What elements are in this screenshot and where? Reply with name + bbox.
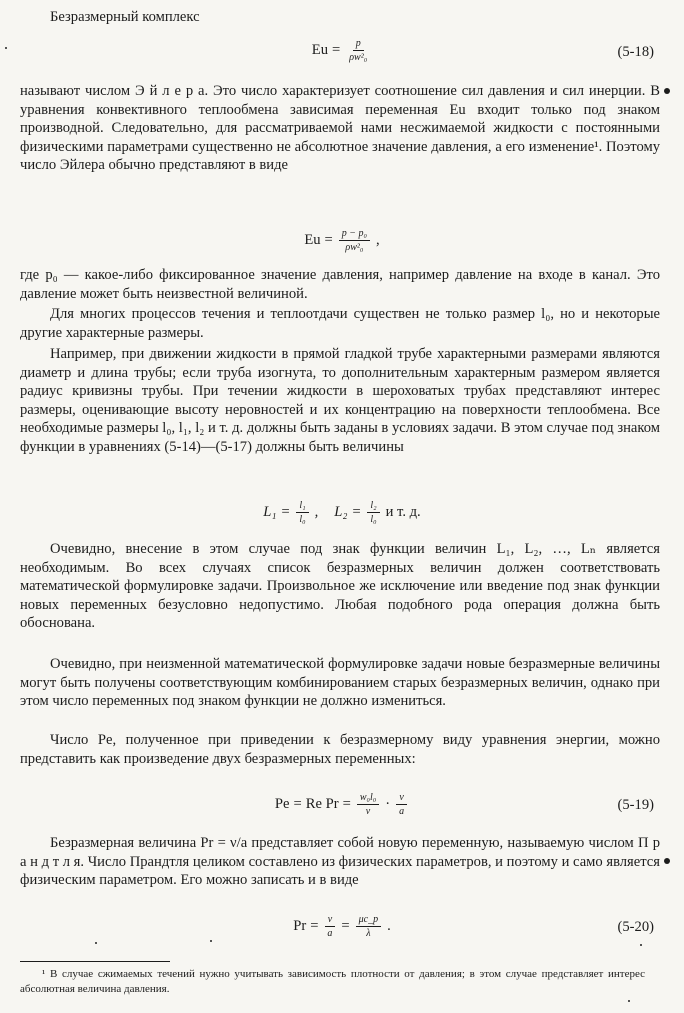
- eq-denominator: ρw²₀: [349, 52, 368, 63]
- eq-rel: =: [332, 42, 341, 58]
- eq-denominator: λ: [366, 928, 371, 939]
- paragraph-sizes: Для многих процессов течения и теплоотдачи существен не только размер l₀, но и некоторые другие характерные размеры.: [20, 306, 660, 341]
- eq-fraction-L1: [296, 500, 308, 525]
- eq-tail: ,: [376, 232, 380, 248]
- equation-eu-delta: [0, 228, 684, 253]
- scan-speck: [628, 1000, 630, 1002]
- eq-fraction-2: [396, 792, 407, 817]
- equation-5-20: [0, 914, 684, 939]
- eq-denominator: ρw²₀: [345, 242, 364, 253]
- eq-fraction: [339, 228, 370, 253]
- footnote-divider: [20, 961, 170, 962]
- paragraph-pipe: Например, при движении жидкости в прямой гладкой трубе характерными размерами являются диаметр и длина трубы; если труба изогнута, то дополнительным характерным размером является радиус кривизны трубы. При течении жидкости в шероховатых трубах представляют интерес размеры, оценивающие высоту неровностей и их концентрацию на поверхности теплообмена. Все необходимые размеры l₀, l₁, l₂ и т. д. должны быть заданы в условиях задачи. В этом случае под знаком функции в уравнениях (5-14)—(5-17) должны быть величины: [20, 346, 660, 455]
- eq-lhs: Pe: [274, 796, 290, 812]
- eq-numerator: l₁: [296, 500, 308, 513]
- eq-L1: L₁: [263, 504, 277, 520]
- paragraph-combination: Очевидно, при неизменной математической формулировке задачи новые безразмерные величины могут быть получены соответствующим комбинированием старых безразмерных величин, однако при этом число переменных под знаком функции не должно измениться.: [20, 656, 660, 710]
- eq-denominator: l₀: [299, 514, 306, 525]
- eq-fraction: [346, 38, 370, 63]
- equation-number: (5-18): [617, 44, 654, 60]
- equation-L: [0, 500, 684, 525]
- scan-speck: [640, 944, 642, 946]
- eq-L2: L₂: [334, 504, 348, 520]
- eq-numerator: ν: [325, 914, 335, 927]
- eq-numerator: p − p₀: [339, 228, 370, 241]
- eq-numerator: p: [353, 38, 364, 51]
- eq-numerator: μc_p: [356, 914, 381, 927]
- paragraph-prandtl: Безразмерная величина Pr = ν/a представляет собой новую переменную, называемую числом П р а н д т л я. Число Прандтля целиком составлено из физических параметров, и поэтому и само является физическим параметром. Его можно записать и в виде: [20, 835, 660, 889]
- eq-tail: и т. д.: [385, 504, 421, 520]
- eq-fraction-1: [324, 914, 335, 939]
- eq-rel: =: [324, 232, 333, 248]
- eq-separator: ,: [314, 504, 319, 520]
- eq-lhs: Eu: [304, 232, 321, 248]
- eq-lhs: Eu: [311, 42, 329, 58]
- paragraph-peclet: Число Pe, полученное при приведении к безразмерному виду уравнения энергии, можно представить как произведение двух безразмерных переменных:: [20, 732, 660, 767]
- paragraph-list: Очевидно, внесение в этом случае под знак функции величин L₁, L₂, …, Lₙ является необходимым. Во всех случаях список безразмерных величин должен соответствовать математической формулировке задачи. Произвольное же исключение или введение под знак функции новых переменных безусловно недопустимо. Любая подобного рода операция должна быть обоснована.: [20, 541, 660, 632]
- eq-rel: =: [310, 918, 319, 934]
- eq-denominator: a: [327, 928, 333, 939]
- footnote: ¹ В случае сжимаемых течений нужно учитывать зависимость плотности от давления; в этом случае представляет интерес абсолютная величина давления.: [20, 968, 645, 995]
- equation-number: (5-19): [617, 797, 654, 813]
- margin-dot-mark: [664, 858, 670, 864]
- scan-speck: [5, 47, 7, 49]
- scan-speck: [210, 940, 212, 942]
- eq-rel: =: [280, 504, 291, 520]
- eq-fraction-1: [357, 792, 379, 817]
- eq-rel: =: [351, 504, 362, 520]
- eq-denominator: a: [399, 806, 405, 817]
- margin-dot-mark: [664, 88, 670, 94]
- paragraph-euler: называют числом Э й л е р а. Это число характеризует соотношение сил давления и сил инерции. В уравнения конвективного теплообмена зависимая переменная Eu входит только под знаком производной. Следовательно, для рассматриваемой нами несжимаемой жидкости с постоянными физическими параметрами существенно не абсолютное значение давления, а его изменение¹. Поэтому число Эйлера обычно представляют в виде: [20, 83, 660, 174]
- eq-rel: =: [293, 796, 302, 812]
- eq-fraction-2: [356, 914, 381, 939]
- eq-rel: =: [341, 918, 350, 934]
- eq-mid: Re Pr: [305, 796, 339, 812]
- equation-5-18: [0, 38, 684, 63]
- intro-text: Безразмерный комплекс: [50, 9, 200, 25]
- eq-lhs: Pr: [293, 918, 307, 934]
- eq-rel: =: [342, 796, 351, 812]
- eq-numerator: w₀l₀: [357, 792, 379, 805]
- eq-fraction-L2: [367, 500, 379, 525]
- eq-denominator: ν: [365, 806, 371, 817]
- paragraph-p0: где p₀ — какое-либо фиксированное значение давления, например давление на входе в канал. Это давление может быть неизвестной величиной.: [20, 267, 660, 302]
- eq-numerator: ν: [396, 792, 406, 805]
- eq-dot: ·: [385, 796, 391, 812]
- eq-tail: .: [387, 918, 391, 934]
- scan-speck: [95, 942, 97, 944]
- eq-denominator: l₀: [370, 514, 377, 525]
- eq-numerator: l₂: [367, 500, 379, 513]
- equation-5-19: [0, 792, 684, 817]
- equation-number: (5-20): [617, 919, 654, 935]
